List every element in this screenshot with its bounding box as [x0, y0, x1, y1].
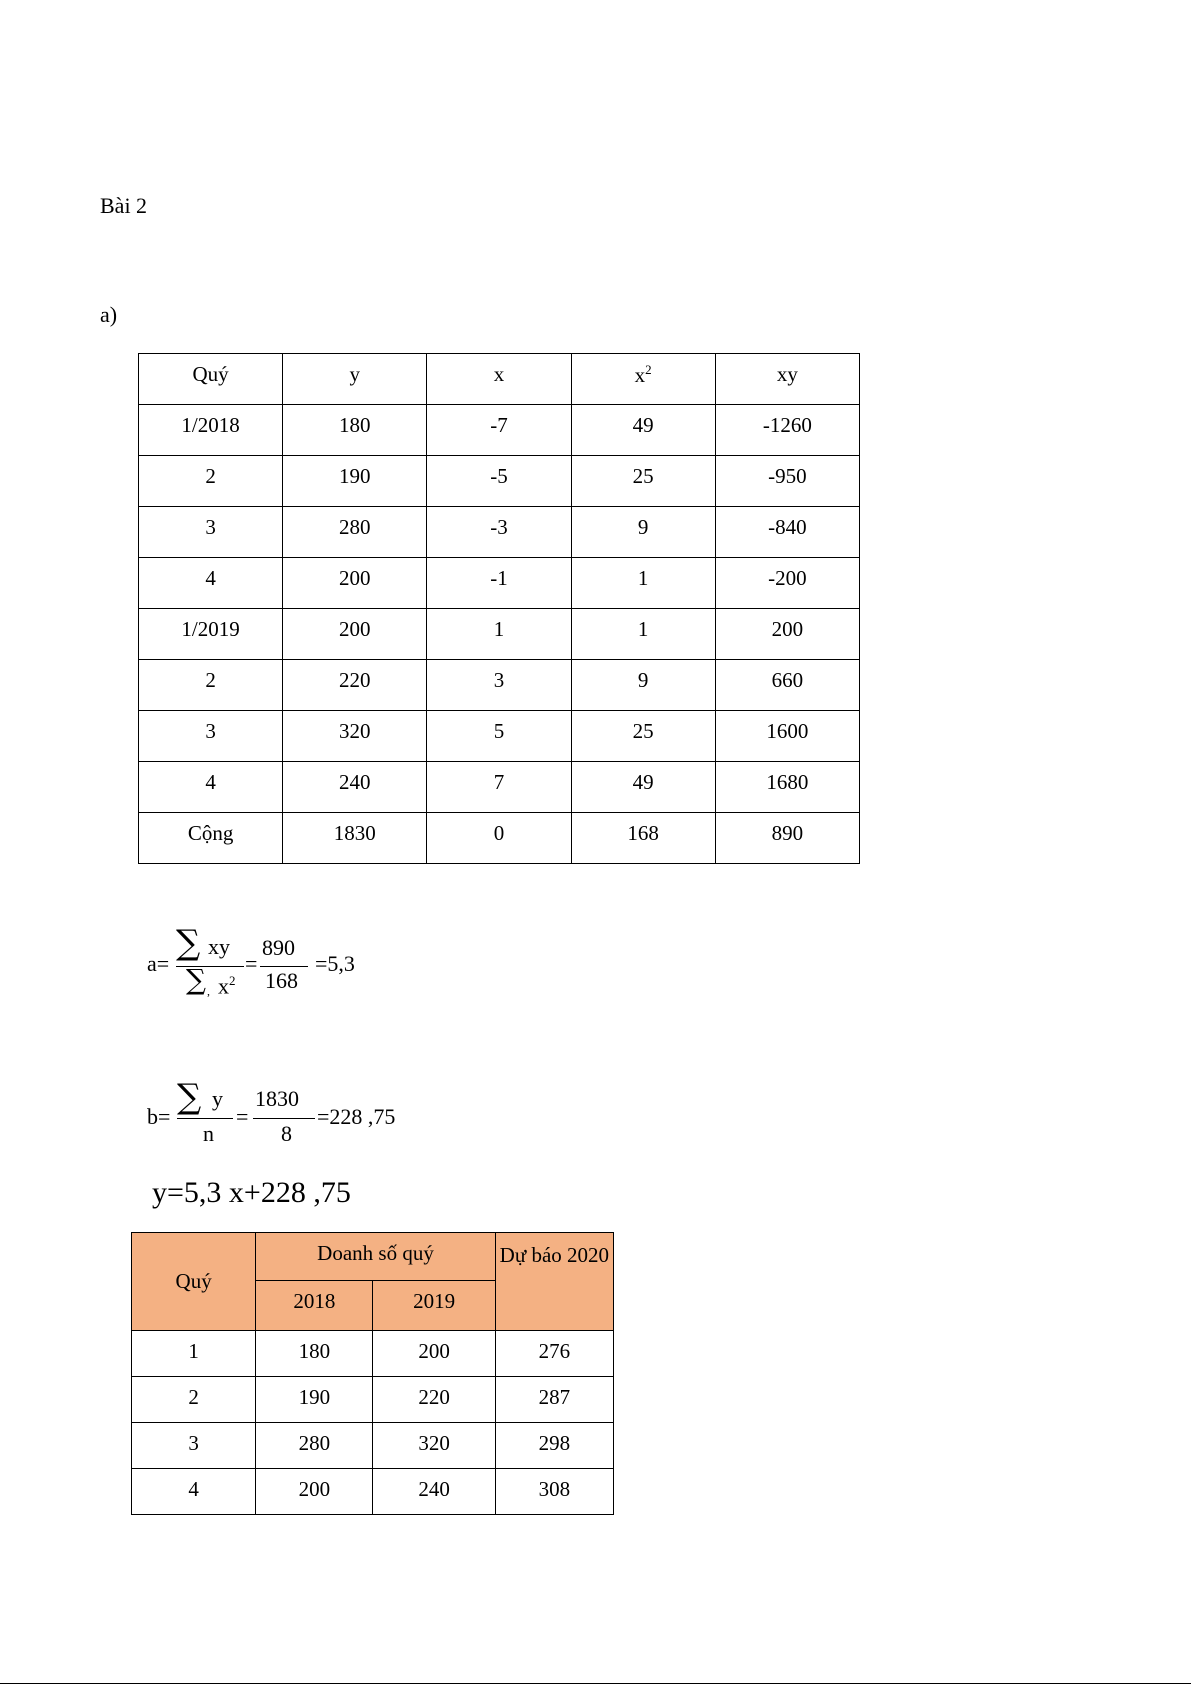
formula-a-fraction-line-2	[260, 966, 308, 967]
table-cell: -3	[427, 507, 571, 558]
formula-a-lhs: a=	[147, 951, 170, 976]
formula-a-den-sub: ,	[207, 984, 210, 998]
table-cell: 190	[256, 1377, 373, 1423]
formula-a-den2: 168	[265, 968, 298, 993]
table-cell: 308	[495, 1469, 613, 1515]
calc-header-row	[139, 354, 860, 405]
table-cell: 280	[283, 507, 427, 558]
formula-b-lhs: b=	[147, 1104, 171, 1129]
table-cell: 240	[373, 1469, 495, 1515]
table-cell: 1	[571, 609, 715, 660]
table-cell: 2	[132, 1377, 256, 1423]
formula-a-denominator	[218, 974, 236, 997]
part-label: a)	[100, 302, 118, 327]
table-cell: 287	[495, 1377, 613, 1423]
table-cell: -950	[715, 456, 859, 507]
table-cell: 4	[139, 558, 283, 609]
forecast-table	[131, 1232, 614, 1515]
table-row	[139, 558, 860, 609]
table-cell: -7	[427, 405, 571, 456]
formula-b-fraction-line-2	[253, 1118, 315, 1119]
calc-header-sup: 2	[645, 362, 652, 377]
calc-header-text: y	[349, 362, 361, 386]
calc-header-text: xy	[776, 362, 798, 386]
formula-b-denominator: n	[203, 1121, 214, 1146]
calc-header-cell	[427, 354, 571, 405]
calc-header-cell	[139, 354, 283, 405]
formula-b-num2: 1830	[255, 1086, 299, 1111]
table-cell: 4	[139, 762, 283, 813]
table-row	[139, 456, 860, 507]
calc-header-text: x	[493, 362, 505, 386]
page-bottom-rule	[0, 1683, 1191, 1684]
table-row	[139, 711, 860, 762]
formula-a-den-sup: 2	[229, 973, 236, 988]
formula-b-result: =228 ,75	[317, 1104, 396, 1129]
regression-equation: y=5,3 x+228 ,75	[152, 1176, 351, 1209]
col-quarter-header: Quý	[132, 1233, 256, 1331]
calc-header-cell	[283, 354, 427, 405]
table-row	[139, 762, 860, 813]
table-row	[132, 1331, 614, 1377]
table-cell: 200	[715, 609, 859, 660]
table-cell: 1830	[283, 813, 427, 864]
sigma-icon: ∑	[186, 963, 206, 996]
calc-header-text: Quý	[192, 362, 229, 386]
table-cell: -1	[427, 558, 571, 609]
table-cell: 0	[427, 813, 571, 864]
table-cell: 220	[283, 660, 427, 711]
exercise-title: Bài 2	[100, 193, 148, 218]
table-cell: Cộng	[139, 813, 283, 864]
table-cell: 25	[571, 711, 715, 762]
formula-a-result: =5,3	[315, 951, 355, 976]
table-cell: 1600	[715, 711, 859, 762]
table-cell: 3	[139, 507, 283, 558]
sigma-icon: ∑	[177, 1077, 202, 1117]
col-sales-header: Doanh số quý	[256, 1233, 495, 1281]
table-cell: 3	[132, 1423, 256, 1469]
formula-a-den-text: x	[218, 973, 229, 999]
calculation-table	[138, 353, 860, 864]
table-cell: 7	[427, 762, 571, 813]
col-forecast-header: Dự báo 2020	[495, 1233, 613, 1331]
table-cell: 1/2018	[139, 405, 283, 456]
table-cell: 2	[139, 660, 283, 711]
formula-b-fraction-line	[177, 1118, 233, 1119]
table-cell: 1	[132, 1331, 256, 1377]
sigma-icon: ∑	[176, 923, 201, 963]
col-2018-header: 2018	[256, 1281, 373, 1331]
table-row	[132, 1423, 614, 1469]
table-cell: -5	[427, 456, 571, 507]
table-cell: 200	[256, 1469, 373, 1515]
table-row	[132, 1377, 614, 1423]
table-cell: 660	[715, 660, 859, 711]
table-cell: 168	[571, 813, 715, 864]
formula-a-numerator: xy	[208, 934, 230, 959]
table-cell: 276	[495, 1331, 613, 1377]
table-cell: 1680	[715, 762, 859, 813]
table-cell: -200	[715, 558, 859, 609]
col-2019-header: 2019	[373, 1281, 495, 1331]
table-cell: 1	[427, 609, 571, 660]
table-cell: 320	[373, 1423, 495, 1469]
table-cell: 320	[283, 711, 427, 762]
table-row	[139, 405, 860, 456]
table-cell: 240	[283, 762, 427, 813]
table-cell: 298	[495, 1423, 613, 1469]
calc-header-cell	[715, 354, 859, 405]
table-cell: 49	[571, 405, 715, 456]
formula-a-equals: =	[245, 951, 258, 976]
formula-b-numerator: y	[212, 1086, 223, 1111]
table-row	[139, 813, 860, 864]
table-cell: -1260	[715, 405, 859, 456]
table-cell: 49	[571, 762, 715, 813]
table-row	[139, 660, 860, 711]
table-cell: 180	[283, 405, 427, 456]
table-cell: 9	[571, 507, 715, 558]
table-cell: 25	[571, 456, 715, 507]
formula-b-equals: =	[236, 1104, 249, 1129]
table-cell: -840	[715, 507, 859, 558]
table-cell: 200	[373, 1331, 495, 1377]
table-cell: 200	[283, 609, 427, 660]
table-row	[132, 1469, 614, 1515]
table-cell: 5	[427, 711, 571, 762]
table-row	[139, 507, 860, 558]
table-cell: 190	[283, 456, 427, 507]
formula-b-den2: 8	[281, 1121, 292, 1146]
calc-header-cell	[571, 354, 715, 405]
table-cell: 9	[571, 660, 715, 711]
table-cell: 1	[571, 558, 715, 609]
table-cell: 2	[139, 456, 283, 507]
table-cell: 3	[427, 660, 571, 711]
table-cell: 3	[139, 711, 283, 762]
table-row	[139, 609, 860, 660]
table-cell: 180	[256, 1331, 373, 1377]
table-cell: 1/2019	[139, 609, 283, 660]
table-cell: 280	[256, 1423, 373, 1469]
table-cell: 4	[132, 1469, 256, 1515]
calc-header-text: x	[634, 363, 646, 387]
table-cell: 220	[373, 1377, 495, 1423]
formula-a-num2: 890	[262, 935, 295, 960]
table-cell: 890	[715, 813, 859, 864]
table-cell: 200	[283, 558, 427, 609]
